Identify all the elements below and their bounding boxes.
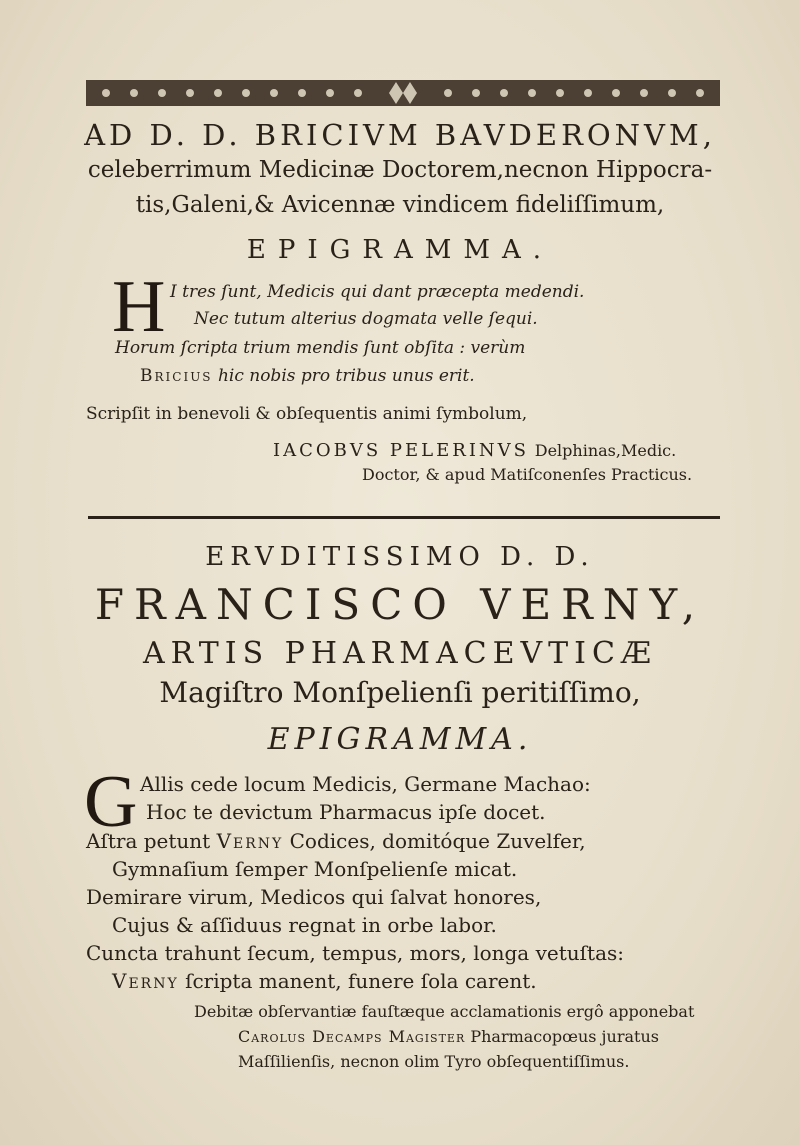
subheading-line-2: tis,Galeni,& Avicennæ vindicem fideliſſimum, (135, 192, 665, 218)
verse2-1: Allis cede locum Medicis, Germane Machao: (140, 772, 591, 796)
verse-4 (140, 366, 475, 386)
verse2-8-text: ſcripta manent, funere ſola carent. (185, 969, 537, 993)
signature-line-1 (273, 440, 676, 461)
ornamental-headpiece (86, 76, 720, 110)
drop-cap-h: H (112, 266, 166, 348)
verse-1: I tres ſunt, Medicis qui dant præcepta medendi. (170, 282, 585, 302)
colophon-title: Pharmacopœus juratus (470, 1027, 659, 1046)
verse2-3-start: Aſtra petunt (86, 829, 211, 853)
divider-rule (88, 516, 720, 519)
name-verny-2: Verny (112, 969, 179, 993)
verse2-6: Cujus & aſſiduus regnat in orbe labor. (112, 913, 497, 937)
heading-francisco-verny: FRANCISCO VERNY, (94, 580, 706, 629)
verse-4-text: hic nobis pro tribus unus erit. (217, 366, 475, 386)
name-bricius: Bricius (140, 366, 213, 386)
name-verny-1: Verny (216, 829, 284, 853)
heading-artis-pharmaceuticae: ARTIS PHARMACEVTICÆ (142, 636, 658, 671)
heading-magistro: Magiſtro Monſpelienſi peritiſſimo, (159, 676, 641, 709)
verse-3: Horum ſcripta trium mendis ſunt obſita : verùm (115, 338, 526, 358)
signature-line-2: Doctor, & apud Matiſconenſes Practicus. (362, 465, 693, 484)
genre-title-1: EPIGRAMMA. (246, 235, 554, 265)
drop-cap-g: G (84, 761, 138, 843)
heading-eruditissimo: ERVDITISSIMO D. D. (205, 542, 595, 572)
verse2-8 (112, 969, 537, 993)
verse2-3 (86, 829, 586, 853)
verse2-3-end: Codices, domitóque Zuvelfer, (289, 829, 586, 853)
colophon-line-2 (238, 1027, 659, 1046)
verse2-4: Gymnaſium ſemper Monſpelienſe micat. (112, 857, 518, 881)
heading-baudron: AD D. D. BRICIVM BAVDERONVM, (84, 118, 716, 152)
colophon-name: Carolus Decamps Magiſter (238, 1027, 466, 1046)
subheading-line-1: celeberrimum Medicinæ Doctorem,necnon Hippocra- (87, 157, 713, 183)
colophon-line-1: Debitæ obſervantiæ fauſtæque acclamationis ergô apponebat (194, 1002, 695, 1021)
colophon-line-3: Maſſilienſis, necnon olim Tyro obſequentiſſimus. (238, 1052, 630, 1071)
dedication-line: Scripſit in benevoli & obſequentis animi ſymbolum, (86, 404, 528, 424)
verse-2: Nec tutum alterius dogmata velle ſequi. (194, 309, 538, 329)
verse2-5: Demirare virum, Medicos qui ſalvat honores, (86, 885, 542, 909)
signature-title: Delphinas,Medic. (534, 441, 677, 460)
verse2-2: Hoc te devictum Pharmacus ipſe docet. (146, 800, 546, 824)
genre-title-2: EPIGRAMMA. (267, 722, 533, 757)
verse2-7: Cuncta trahunt ſecum, tempus, mors, longa vetuſtas: (86, 941, 625, 965)
signature-name: IACOBVS PELERINVS (273, 440, 530, 461)
